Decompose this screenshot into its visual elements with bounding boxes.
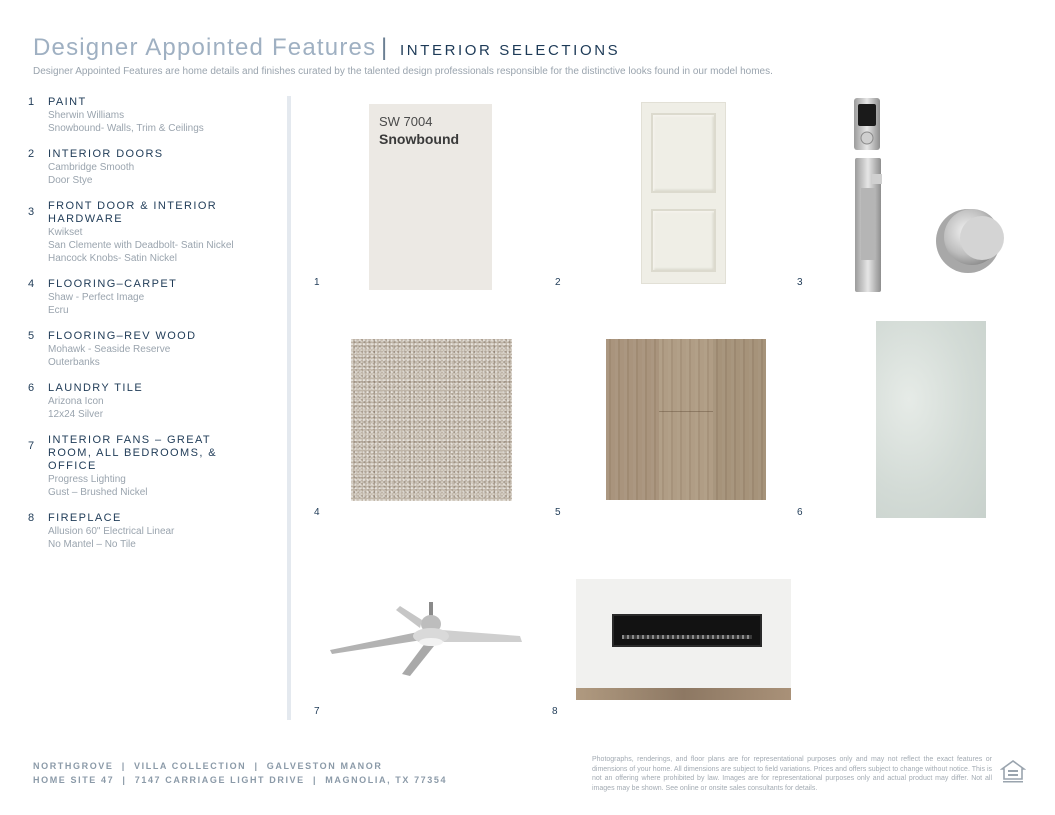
knob-icon [936, 209, 1004, 273]
door-lower-panel [651, 209, 716, 272]
selection-detail: 12x24 Silver [48, 409, 104, 420]
selection-detail: Allusion 60" Electrical Linear [48, 526, 175, 537]
selection-detail: Ecru [48, 305, 69, 316]
selection-item-paint [28, 96, 278, 135]
selection-heading: INTERIOR FANS – GREAT ROOM, ALL BEDROOMS, & OFFICE [48, 434, 217, 472]
selection-item-fireplace [28, 512, 278, 551]
selection-item-fans [28, 434, 278, 499]
ceiling-fan-image [330, 598, 525, 678]
interior-door-image [641, 102, 726, 284]
selection-detail: Gust – Brushed Nickel [48, 487, 148, 498]
grid-number-7: 7 [314, 706, 320, 717]
equal-housing-opportunity-icon [1000, 758, 1026, 784]
selection-detail: Outerbanks [48, 357, 100, 368]
carpet-swatch [351, 339, 512, 501]
selection-number: 3 [28, 206, 35, 218]
selection-heading: INTERIOR DOORS [48, 148, 164, 160]
selection-detail: Progress Lighting [48, 474, 126, 485]
handleset-icon [855, 158, 882, 292]
wood-flooring-swatch [606, 339, 766, 500]
community-line: NORTHGROVE | VILLA COLLECTION | GALVESTON MANOR [33, 761, 383, 771]
grid-number-3: 3 [797, 277, 803, 288]
page-title: Designer Appointed Features [33, 34, 377, 61]
grid-number-1: 1 [314, 277, 320, 288]
selection-detail: Sherwin Williams [48, 110, 125, 121]
door-hardware-image [850, 96, 1030, 296]
selection-detail: Mohawk - Seaside Reserve [48, 344, 171, 355]
selection-number: 2 [28, 148, 35, 160]
page-description: Designer Appointed Features are home details and finishes curated by the talented design professionals responsible for the distinctive looks found in our model homes. [33, 66, 773, 77]
selection-heading: PAINT [48, 96, 87, 108]
selection-item-laundry-tile [28, 382, 278, 421]
selection-detail: San Clemente with Deadbolt- Satin Nickel [48, 240, 234, 251]
page-subtitle: INTERIOR SELECTIONS [400, 42, 621, 59]
door-upper-panel [651, 113, 716, 193]
floor-strip [576, 688, 791, 700]
grid-number-8: 8 [552, 706, 558, 717]
selection-number: 4 [28, 278, 35, 290]
selection-number: 5 [28, 330, 35, 342]
selection-number: 7 [28, 440, 35, 452]
selection-detail: Door Stye [48, 175, 93, 186]
selection-detail: Kwikset [48, 227, 83, 238]
fireplace-image [576, 579, 791, 700]
selection-detail: Snowbound- Walls, Trim & Ceilings [48, 123, 204, 134]
selection-detail: Cambridge Smooth [48, 162, 135, 173]
selection-item-wood [28, 330, 278, 369]
plank-seam [659, 411, 713, 412]
selection-heading: FRONT DOOR & INTERIOR HARDWARE [48, 200, 218, 225]
disclaimer-text: Photographs, renderings, and floor plans are for representational purposes only and may not reflect the exact features or dimensions of your home. All dimensions are subject to field variations. Prices and offers subject to change without notice. This is not an offering where prohibited by law. Images are for representational purposes only and actual product may differ. Not all images may be shown. See online or onsite sales consultants for details. [592, 756, 992, 792]
paint-name: Snowbound [379, 131, 460, 147]
paint-code: SW 7004 [379, 114, 433, 129]
selection-item-hardware [28, 200, 278, 265]
selection-detail: No Mantel – No Tile [48, 539, 136, 550]
selection-heading: FLOORING–CARPET [48, 278, 178, 290]
selection-item-interior-doors [28, 148, 278, 187]
paint-swatch [369, 104, 492, 290]
selection-heading: FLOORING–REV WOOD [48, 330, 197, 342]
selection-number: 1 [28, 96, 35, 108]
grid-number-2: 2 [555, 277, 561, 288]
selection-detail: Shaw - Perfect Image [48, 292, 145, 303]
fireplace-flame-bed [622, 635, 752, 639]
wood-plank [713, 339, 766, 500]
title-separator: | [381, 34, 388, 61]
selections-list [28, 96, 278, 551]
selection-heading: LAUNDRY TILE [48, 382, 144, 394]
selection-number: 8 [28, 512, 35, 524]
selection-item-carpet [28, 278, 278, 317]
wood-plank [606, 339, 660, 500]
selection-number: 6 [28, 382, 35, 394]
deadbolt-keypad-icon [854, 98, 880, 150]
selection-detail: Arizona Icon [48, 396, 104, 407]
electric-fireplace-unit [612, 614, 762, 647]
community-info [33, 759, 447, 787]
laundry-tile-swatch [876, 321, 986, 518]
grid-number-4: 4 [314, 507, 320, 518]
grid-number-6: 6 [797, 507, 803, 518]
address-line: HOME SITE 47 | 7147 CARRIAGE LIGHT DRIVE | MAGNOLIA, TX 77354 [33, 775, 448, 785]
wood-plank [659, 339, 714, 500]
grid-number-5: 5 [555, 507, 561, 518]
selection-detail: Hancock Knobs- Satin Nickel [48, 253, 177, 264]
vertical-divider [287, 96, 291, 720]
selection-heading: FIREPLACE [48, 512, 122, 524]
